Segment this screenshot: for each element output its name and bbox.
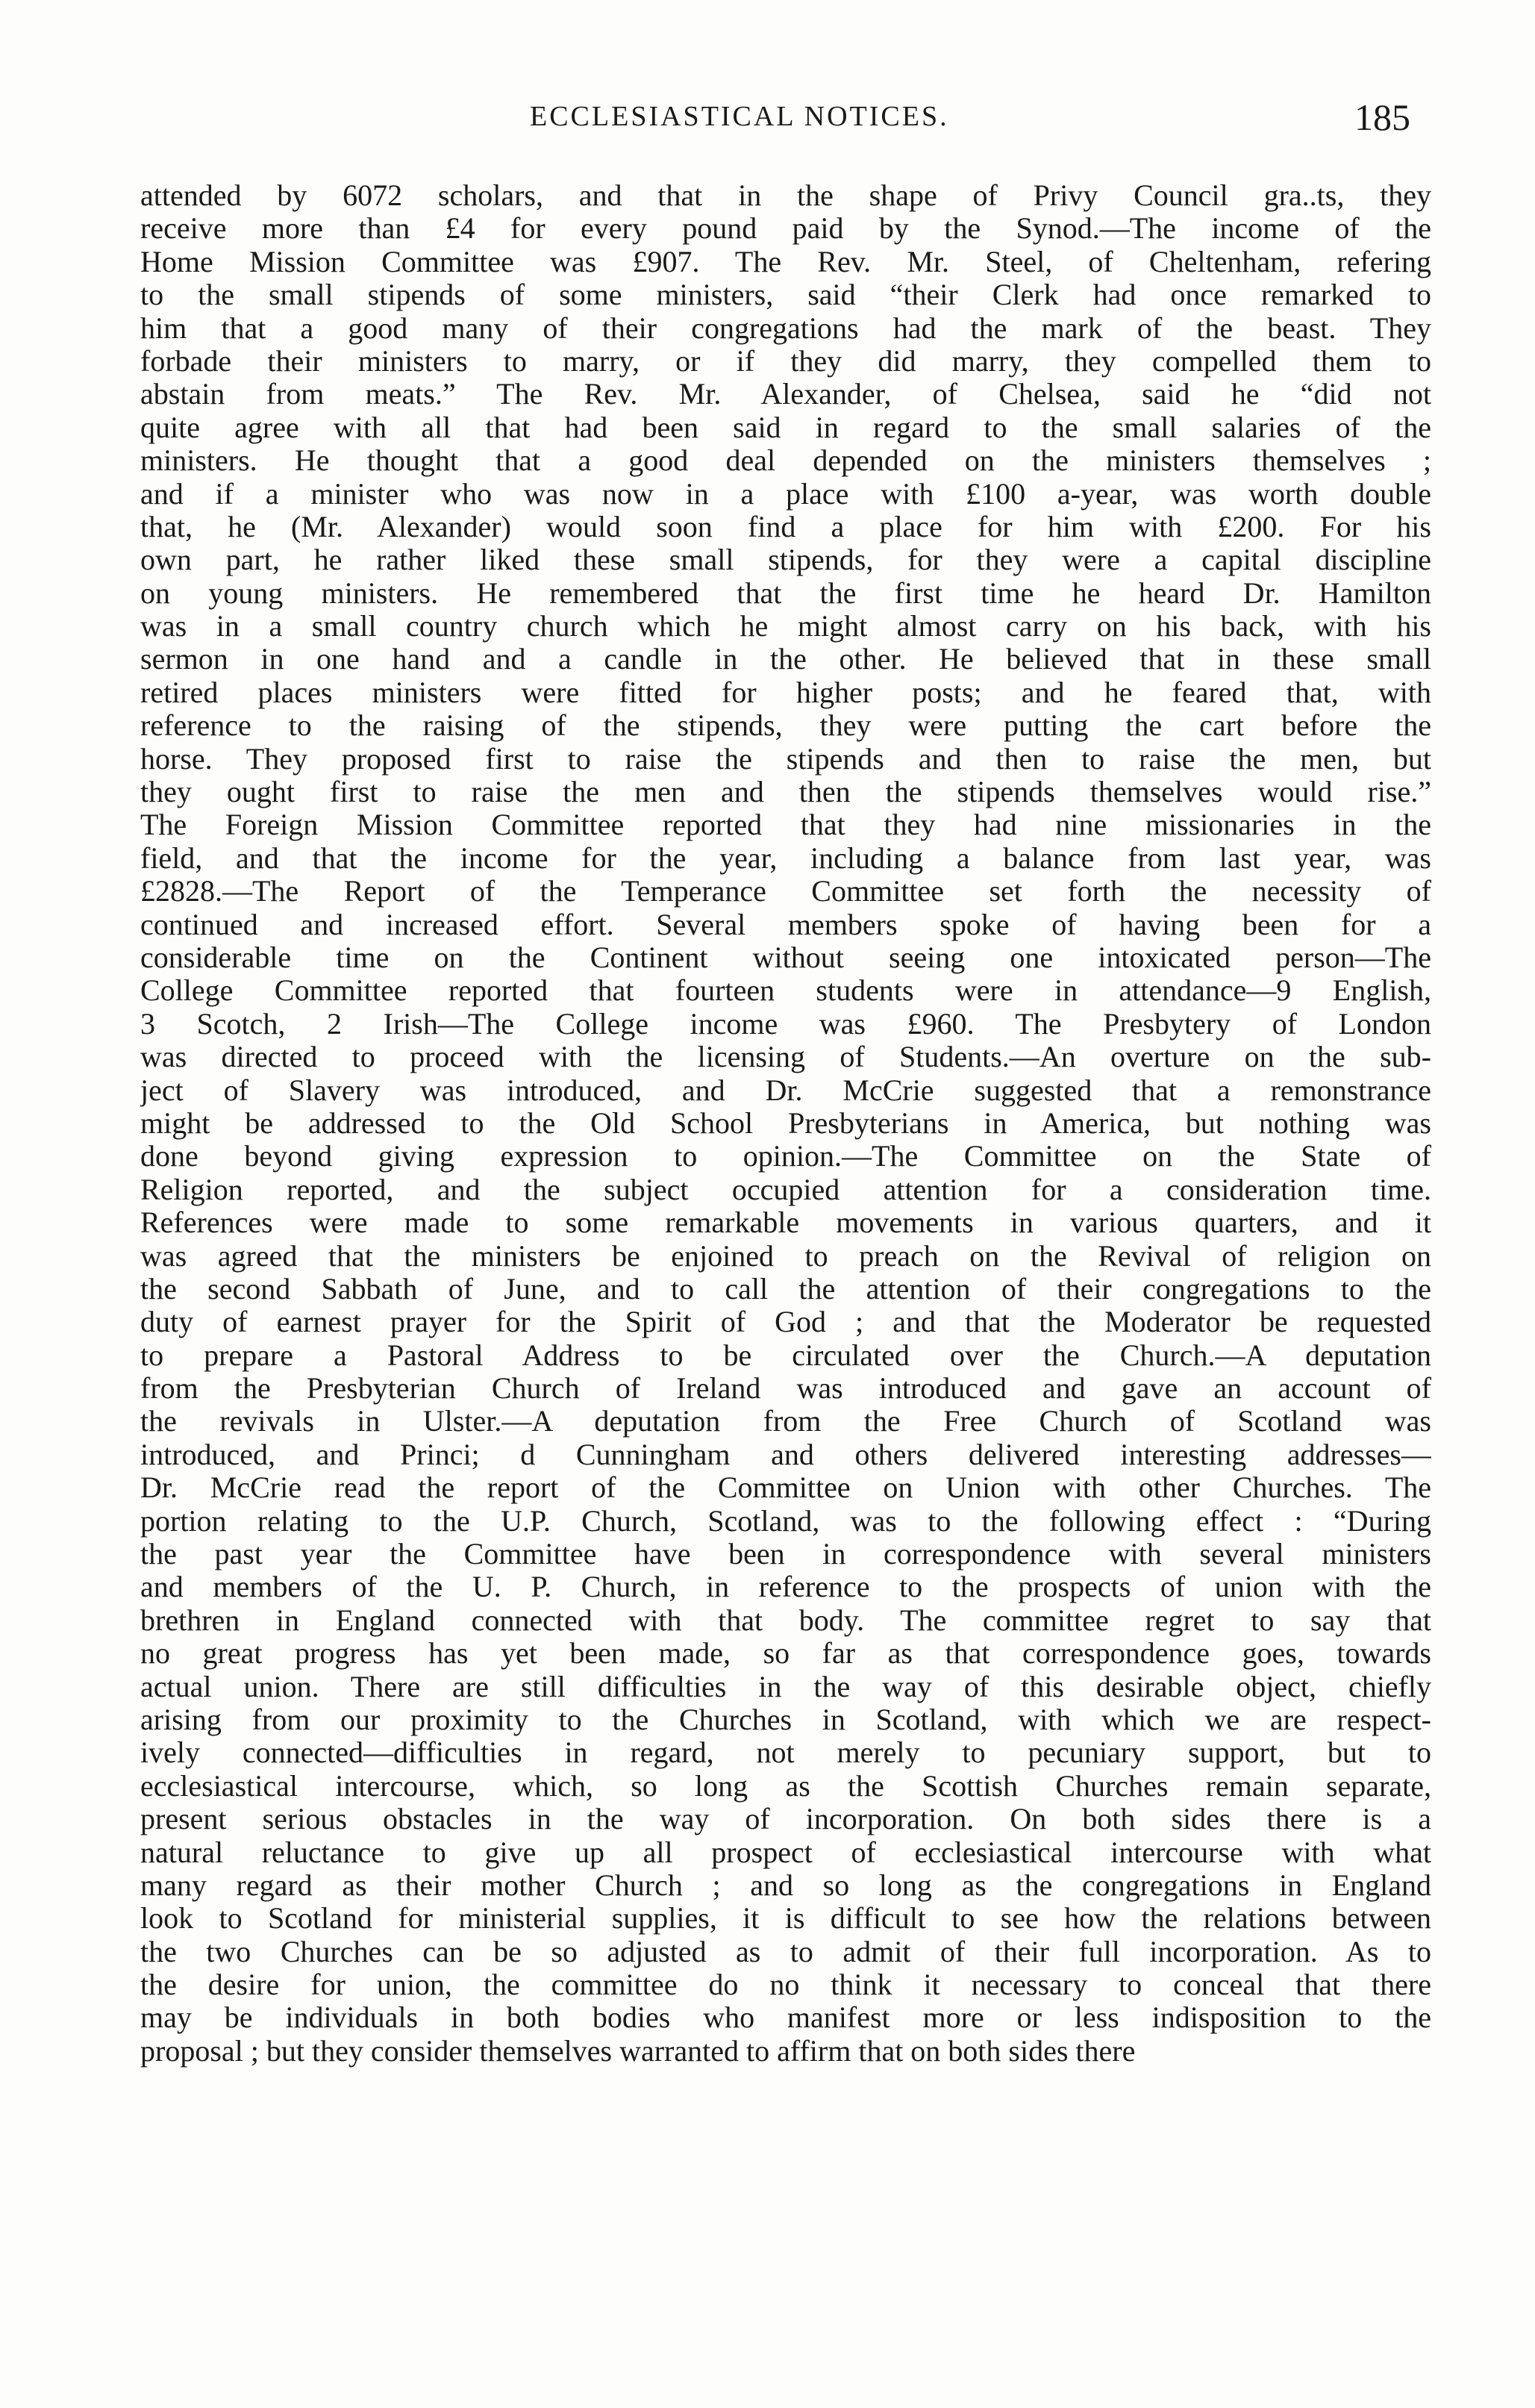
text-line: ecclesiastical intercourse, which, so long as the Scottish Churches remain separate, — [140, 1769, 1431, 1803]
text-line: continued and increased effort. Several members spoke of having been for a — [140, 908, 1431, 941]
text-line: and members of the U. P. Church, in reference to the prospects of union with the — [140, 1570, 1431, 1604]
running-head: ECCLESIASTICAL NOTICES. — [530, 101, 949, 132]
text-line: that, he (Mr. Alexander) would soon find a place for him with £200. For his — [140, 510, 1431, 543]
text-line: retired places ministers were fitted for higher posts; and he feared that, with — [140, 676, 1431, 709]
text-line: considerable time on the Continent without seeing one intoxicated person—The — [140, 941, 1431, 974]
text-line: quite agree with all that had been said in regard to the small salaries of the — [140, 411, 1431, 444]
text-line: on young ministers. He remembered that the first time he heard Dr. Hamilton — [140, 576, 1431, 610]
text-line: may be individuals in both bodies who manifest more or less indisposition to the — [140, 2001, 1431, 2035]
text-line: 3 Scotch, 2 Irish—The College income was £960. The Presbytery of London — [140, 1007, 1431, 1041]
text-line: was in a small country church which he might almost carry on his back, with his — [140, 610, 1431, 643]
text-line: the second Sabbath of June, and to call the attention of their congregations to the — [140, 1272, 1431, 1306]
text-line: him that a good many of their congregations had the mark of the beast. They — [140, 311, 1431, 345]
text-line: done beyond giving expression to opinion.—The Committee on the State of — [140, 1140, 1431, 1173]
text-line: the revivals in Ulster.—A deputation from the Free Church of Scotland was — [140, 1405, 1431, 1438]
text-line: portion relating to the U.P. Church, Scotland, was to the following effect : “During — [140, 1504, 1431, 1538]
text-line: actual union. There are still difficulties in the way of this desirable object, chiefly — [140, 1670, 1431, 1703]
text-line: to prepare a Pastoral Address to be circulated over the Church.—A deputation — [140, 1338, 1431, 1372]
text-line: they ought first to raise the men and then the stipends themselves would rise.” — [140, 776, 1431, 809]
text-line: the two Churches can be so adjusted as to admit of their full incorporation. As to — [140, 1935, 1431, 1968]
body-text — [140, 179, 1431, 2344]
text-line: own part, he rather liked these small stipends, for they were a capital discipline — [140, 543, 1431, 577]
text-line: the past year the Committee have been in correspondence with several ministers — [140, 1538, 1431, 1571]
text-line: the desire for union, the committee do no think it necessary to conceal that there — [140, 1968, 1431, 2002]
text-line: look to Scotland for ministerial supplies, it is difficult to see how the relations between — [140, 1902, 1431, 1936]
text-line: College Committee reported that fourteen students were in attendance—9 English, — [140, 974, 1431, 1008]
text-line: duty of earnest prayer for the Spirit of God ; and that the Moderator be requested — [140, 1306, 1431, 1339]
text-line: from the Presbyterian Church of Ireland was introduced and gave an account of — [140, 1372, 1431, 1406]
text-line: horse. They proposed first to raise the stipends and then to raise the men, but — [140, 742, 1431, 776]
text-line: introduced, and Princi; d Cunningham and others delivered interesting addresses— — [140, 1438, 1431, 1471]
text-line: sermon in one hand and a candle in the other. He believed that in these small — [140, 643, 1431, 676]
text-line: £2828.—The Report of the Temperance Committee set forth the necessity of — [140, 875, 1431, 908]
text-line: no great progress has yet been made, so far as that correspondence goes, towards — [140, 1637, 1431, 1671]
text-line: ject of Slavery was introduced, and Dr. McCrie suggested that a remonstrance — [140, 1073, 1431, 1107]
text-line: and if a minister who was now in a place with £100 a-year, was worth double — [140, 477, 1431, 511]
text-line: proposal ; but they consider themselves warranted to affirm that on both sides there — [140, 2034, 1136, 2068]
text-line: forbade their ministers to marry, or if they did marry, they compelled them to — [140, 344, 1431, 378]
text-line: attended by 6072 scholars, and that in the shape of Privy Council gra..ts, they — [140, 179, 1431, 212]
text-line: brethren in England connected with that body. The committee regret to say that — [140, 1603, 1431, 1637]
text-line: present serious obstacles in the way of incorporation. On both sides there is a — [140, 1803, 1431, 1836]
text-line: Religion reported, and the subject occupied attention for a consideration time. — [140, 1173, 1431, 1206]
text-line: field, and that the income for the year, including a balance from last year, was — [140, 841, 1431, 875]
text-line: ministers. He thought that a good deal depended on the ministers themselves ; — [140, 444, 1431, 478]
text-line: arising from our proximity to the Churches in Scotland, with which we are respect- — [140, 1703, 1431, 1736]
page-number: 185 — [1354, 96, 1410, 138]
text-line: natural reluctance to give up all prospect of ecclesiastical intercourse with what — [140, 1835, 1431, 1869]
text-line: to the small stipends of some ministers, said “their Clerk had once remarked to — [140, 278, 1431, 312]
text-line: Dr. McCrie read the report of the Committee on Union with other Churches. The — [140, 1471, 1431, 1505]
text-line: References were made to some remarkable movements in various quarters, and it — [140, 1206, 1431, 1240]
text-line: Home Mission Committee was £907. The Rev. Mr. Steel, of Cheltenham, refering — [140, 245, 1431, 278]
text-line: ively connected—difficulties in regard, not merely to pecuniary support, but to — [140, 1736, 1431, 1770]
text-line: reference to the raising of the stipends, they were putting the cart before the — [140, 709, 1431, 743]
text-line: was agreed that the ministers be enjoined to preach on the Revival of religion on — [140, 1239, 1431, 1273]
text-line: abstain from meats.” The Rev. Mr. Alexander, of Chelsea, said he “did not — [140, 378, 1431, 411]
text-line: many regard as their mother Church ; and so long as the congregations in England — [140, 1868, 1431, 1902]
page-header — [142, 96, 1425, 148]
text-line: The Foreign Mission Committee reported that they had nine missionaries in the — [140, 808, 1431, 842]
text-line: might be addressed to the Old School Presbyterians in America, but nothing was — [140, 1106, 1431, 1140]
text-line: was directed to proceed with the licensing of Students.—An overture on the sub- — [140, 1041, 1431, 1074]
text-line: receive more than £4 for every pound paid by the Synod.—The income of the — [140, 212, 1431, 246]
